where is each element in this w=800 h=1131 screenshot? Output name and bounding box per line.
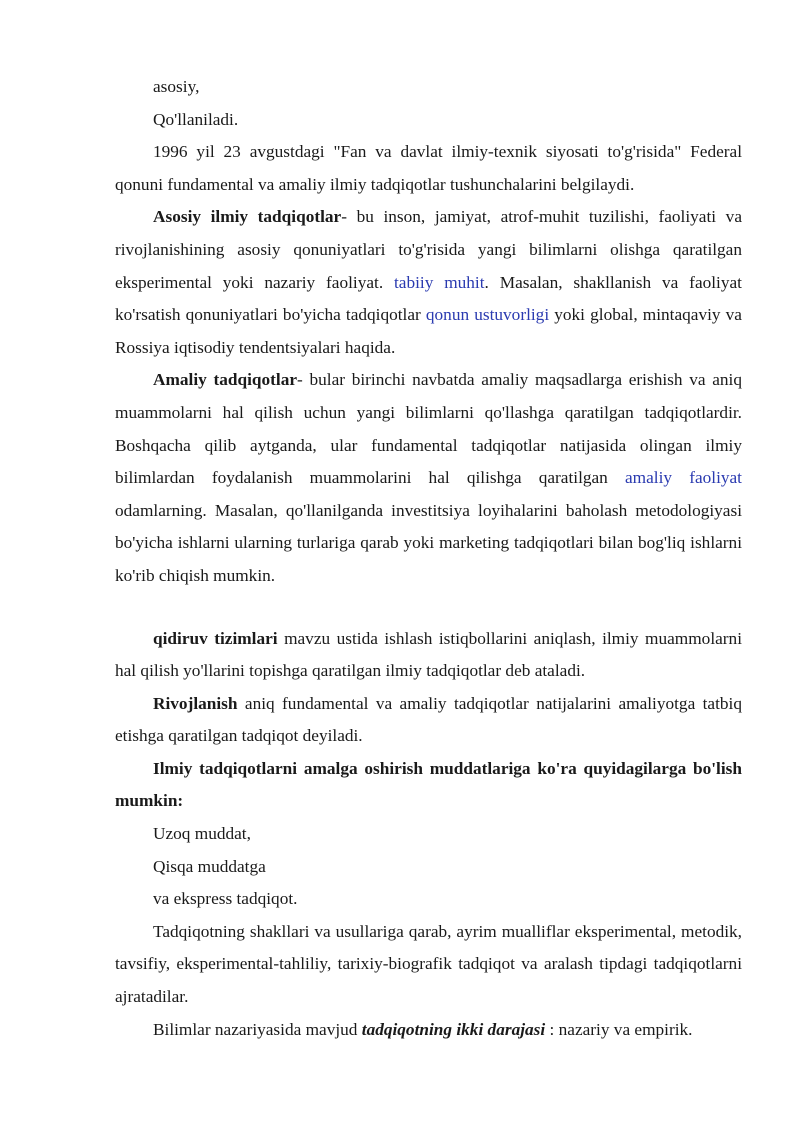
paragraph-asosiy [115, 71, 742, 104]
term-search-systems: qidiruv tizimlari [153, 628, 278, 648]
paragraph-development [115, 688, 742, 753]
paragraph-text: asosiy, [153, 77, 200, 96]
term-applied-research: Amaliy tadqiqotlar [153, 370, 298, 390]
list-item-long-term [115, 818, 742, 851]
document-page [115, 71, 742, 1046]
paragraph-text: - bu inson, jamiyat, atrof-muhit tuzilishi, faoliyati va rivojlanishining asosiy qonuniyatlari to'g'risida yangi bilimlarni olishga qaratilgan eksperimental yoki nazariy faoliyat. [115, 207, 742, 292]
paragraph-basic-research [115, 201, 742, 364]
list-item-short-term [115, 851, 742, 884]
term-basic-research: Asosiy ilmiy tadqiqotlar [153, 207, 342, 227]
paragraph-applied-research [115, 364, 742, 592]
term-two-levels: tadqiqotning ikki darajasi [361, 1019, 546, 1039]
paragraph-text: yoki global, mintaqaviy va Rossiya iqtisodiy tendentsiyalari haqida. [115, 305, 742, 357]
paragraph-qollaniladi [115, 104, 742, 137]
paragraph-federal-law [115, 136, 742, 201]
paragraph-text: mavzu ustida ishlash istiqbollarini aniqlash, ilmiy muammolarni hal qilish yo'llarini topishga qaratilgan ilmiy tadqiqotlar deb ataladi. [115, 628, 742, 681]
paragraph-text: Qo'llaniladi. [153, 109, 239, 129]
paragraph-forms-methods [115, 916, 742, 1014]
paragraph-text: : nazariy va empirik. [545, 1019, 693, 1039]
paragraph-text: Qisqa muddatga [153, 856, 266, 876]
paragraph-knowledge-theory [115, 1014, 742, 1047]
paragraph-text: odamlarning. Masalan, qo'llanilganda investitsiya loyihalarini baholash metodologiyasi bo'yicha ishlarni ularning turlariga qarab yoki marketing tadqiqotlari bilan bog'liq ishlarni ko'rib chiqish mumkin. [115, 500, 742, 585]
link-tabiiy-muhit[interactable]: tabiiy muhit [394, 272, 485, 292]
blank-line [115, 593, 742, 623]
paragraph-text: 1996 yil 23 avgustdagi "Fan va davlat ilmiy-texnik siyosati to'g'risida" Federal qonuni fundamental va amaliy ilmiy tadqiqotlar tushunchalarini belgilaydi. [115, 142, 742, 194]
link-qonun-ustuvorligi[interactable]: qonun ustuvorligi [425, 305, 550, 325]
list-item-express [115, 883, 742, 916]
paragraph-text: aniq fundamental va amaliy tadqiqotlar natijalarini amaliyotga tatbiq etishga qaratilgan tadqiqot deyiladi. [115, 693, 742, 746]
paragraph-text: - bular birinchi navbatda amaliy maqsadlarga erishish va aniq muammolarni hal qilish uchun yangi bilimlarni qo'llashga qaratilgan tadqiqotlardir. Boshqacha qilib aytganda, ular fundamental tadqiqotlar natijasida olingan ilmiy bilimlardan foydalanish muammolarini hal qilishga qaratilgan [115, 370, 742, 488]
paragraph-text: Bilimlar nazariyasida mavjud [153, 1019, 362, 1039]
paragraph-text: va ekspress tadqiqot. [153, 889, 298, 909]
link-amaliy-faoliyat[interactable]: amaliy faoliyat [625, 468, 742, 488]
paragraph-text: Uzoq muddat, [153, 824, 251, 844]
paragraph-text: Tadqiqotning shakllari va usullariga qarab, ayrim mualliflar eksperimental, metodik, tavsifiy, eksperimental-tahliliy, tarixiy-biografik tadqiqot va aralash tipdagi tadqiqotlarni ajratadilar. [115, 921, 742, 1007]
paragraph-text: Ilmiy tadqiqotlarni amalga oshirish muddatlariga ko'ra quyidagilarga bo'lish mumkin: [115, 758, 742, 811]
paragraph-search-systems [115, 623, 742, 688]
term-development: Rivojlanish [153, 693, 238, 713]
paragraph-text: . Masalan, shakllanish va faoliyat ko'rsatish qonuniyatlari bo'yicha tadqiqotlar [115, 272, 742, 325]
paragraph-heading-duration [115, 753, 742, 818]
